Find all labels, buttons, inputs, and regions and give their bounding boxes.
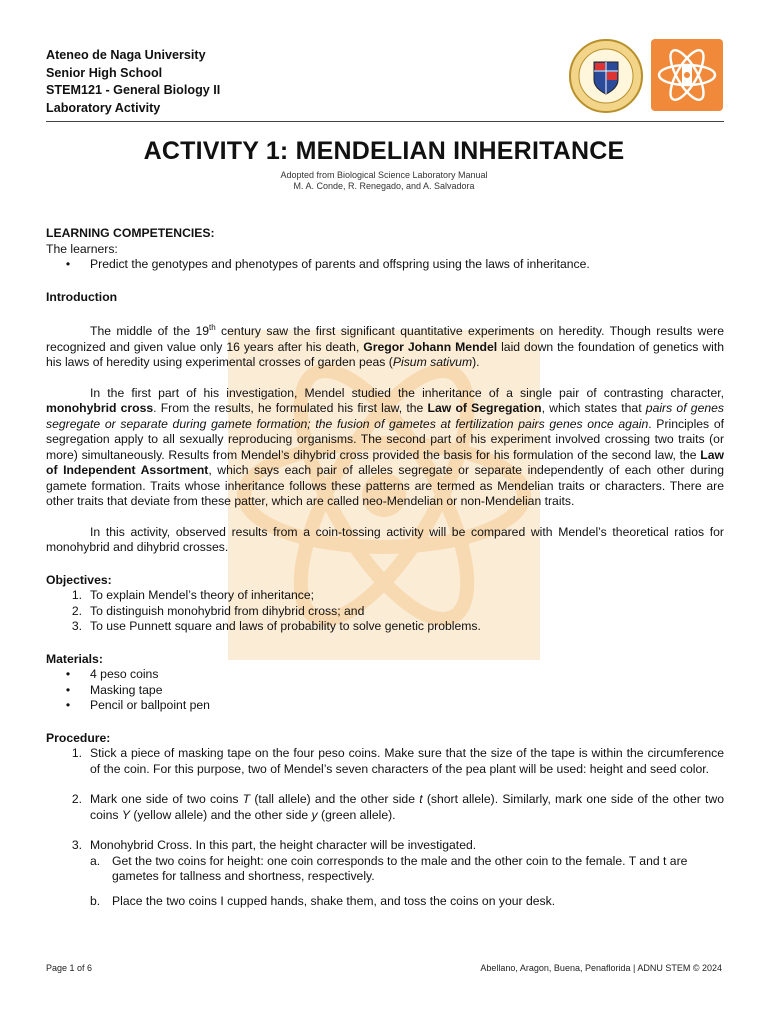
p2-text: , which states that: [541, 401, 646, 416]
p1-text: century saw the first significant quantitative experiments on heredity. Though results were recognized and given value only 16 years after his death,: [46, 324, 724, 354]
p2-text: In the first part of his investigation, Mendel studied the inheritance of a single pair of contrasting character,: [90, 385, 724, 400]
page-title: ACTIVITY 1: MENDELIAN INHERITANCE: [143, 137, 625, 165]
intro-paragraph-3: In this activity, observed results from a coin-tossing activity will be compared with Mendel’s theoretical ratios for monohybrid and dihybrid crosses.: [46, 524, 724, 555]
p2-bold: Law of Independent Assortment: [46, 447, 724, 478]
p2-bold: monohybrid cross: [46, 401, 154, 416]
intro-heading: Introduction: [46, 289, 118, 304]
university-seal-logo: [568, 38, 644, 114]
procedure-substep-a: a. Get the two coins for height: one coin corresponds to the male and the other coin to the female. T and t are gametes for tallness and shortness, respectively.: [90, 854, 724, 885]
p2-bold: Law of Segregation: [427, 401, 542, 416]
objective-text: To use Punnett square and laws of probability to solve genetic problems.: [90, 619, 481, 634]
procedure-text: Monohybrid Cross. In this part, the height character will be investigated.: [90, 838, 477, 853]
credit-source: Adopted from Biological Science Laboratory Manual: [280, 170, 488, 180]
procedure-step-1: 1. Stick a piece of masking tape on the four peso coins. Make sure that the size of the tape is within the circumference of the coin. For this purpose, two of Mendel’s seven characters of the pea plant will be used: height and seed color.: [71, 746, 724, 776]
material-item: [46, 667, 724, 683]
material-item: [46, 683, 724, 699]
objective-item: 2. To distinguish monohybrid from dihybrid cross; and: [46, 604, 724, 620]
p1-sup: th: [209, 323, 216, 332]
objective-item: 1. To explain Mendel’s theory of inheritance;: [46, 588, 724, 604]
credit-authors: M. A. Conde, R. Renegado, and A. Salvadora: [293, 181, 475, 191]
procedure-step-3: 3. Monohybrid Cross. In this part, the height character will be investigated.: [46, 838, 724, 854]
materials-heading: Materials:: [46, 651, 103, 666]
objective-text: To distinguish monohybrid from dihybrid cross; and: [90, 603, 365, 618]
material-item: [46, 698, 724, 714]
procedure-heading: Procedure:: [46, 730, 111, 745]
procedure-text: Stick a piece of masking tape on the four peso coins. Make sure that the size of the tape is within the circumference of the coin. For this purpose, two of Mendel’s seven characters of the pea plant will be used: height and seed color.: [90, 746, 724, 776]
header-line-activity: Laboratory Activity: [46, 100, 161, 115]
header-line-school: Senior High School: [46, 65, 163, 80]
stem-atom-logo: [651, 39, 723, 111]
material-text: Pencil or ballpoint pen: [90, 698, 210, 713]
p1-text: ).: [472, 355, 480, 370]
procedure-text: Get the two coins for height: one coin corresponds to the male and the other coin to the female. T and t are gametes for tallness and shortness, respectively.: [112, 853, 688, 884]
p2-text: , which says each pair of alleles segregate or separate independently of each other during gamete formation. Traits whose inheritance follows these patterns are termed as Mendelian traits or characters. There are other traits that deviate from these patter, which are called neo-Mendelian or non-Mendelian traits.: [46, 463, 724, 509]
p1-text: laid down the foundation of genetics with his laws of heredity using experimental crosses of garden peas (: [46, 339, 724, 370]
p1-text: The middle of the 19: [90, 324, 210, 339]
objective-item: 3. To use Punnett square and laws of probability to solve genetic problems.: [46, 619, 724, 635]
competency-item: [46, 257, 724, 273]
competencies-lead: The learners:: [46, 241, 118, 256]
p1-bold: Gregor Johann Mendel: [363, 339, 498, 354]
objectives-heading: Objectives:: [46, 572, 112, 587]
p1-italic: Pisum sativum: [392, 355, 473, 370]
objective-text: To explain Mendel’s theory of inheritance;: [90, 588, 315, 603]
bullet-icon: •: [65, 698, 71, 713]
intro-paragraph-2: [46, 386, 724, 510]
header-divider: [46, 121, 724, 122]
document-body: [46, 226, 724, 909]
p2-text: . From the results, he formulated his first law, the: [153, 401, 428, 416]
header-line-course: STEM121 - General Biology II: [46, 83, 221, 97]
header-line-university: Ateneo de Naga University: [46, 48, 206, 62]
material-text: 4 peso coins: [90, 667, 159, 682]
footer-page-number: Page 1 of 6: [46, 963, 93, 973]
competencies-heading: LEARNING COMPETENCIES:: [46, 226, 215, 240]
procedure-substep-b: b. Place the two coins I cupped hands, shake them, and toss the coins on your desk.: [90, 894, 724, 910]
footer-credits: Abellano, Aragon, Buena, Penaflorida | ADNU STEM © 2024: [480, 963, 722, 973]
p2-italic: pairs of genes segregate or separate during gamete formation; the fusion of gametes at fertilization pairs genes once again: [46, 401, 724, 431]
bullet-icon: •: [65, 682, 71, 697]
intro-paragraph-1: [46, 320, 724, 371]
bullet-icon: •: [65, 257, 71, 271]
p2-text: . Principles of segregation apply to all sexually reproducing organisms. The second part of his experiment involved crossing two traits (or more) simultaneously. Results from Mendel’s dihybrid cross provided the basis for his formulation of the second law, the: [46, 416, 724, 462]
material-text: Masking tape: [90, 682, 163, 697]
procedure-text: Mark one side of two coins T (tall allele) and the other side t (short allele). Similarly, mark one side of the other two coins Y (yellow allele) and the other side y (green allele).: [90, 792, 724, 822]
bullet-icon: •: [65, 667, 71, 682]
procedure-step-2: 2. Mark one side of two coins T (tall allele) and the other side t (short allele). Similarly, mark one side of the other two coins Y (yellow allele) and the other side y (green allele).: [71, 792, 724, 822]
competency-text: Predict the genotypes and phenotypes of parents and offspring using the laws of inheritance.: [90, 257, 590, 271]
procedure-text: Place the two coins I cupped hands, shake them, and toss the coins on your desk.: [112, 893, 556, 908]
institution-header: [46, 47, 220, 117]
